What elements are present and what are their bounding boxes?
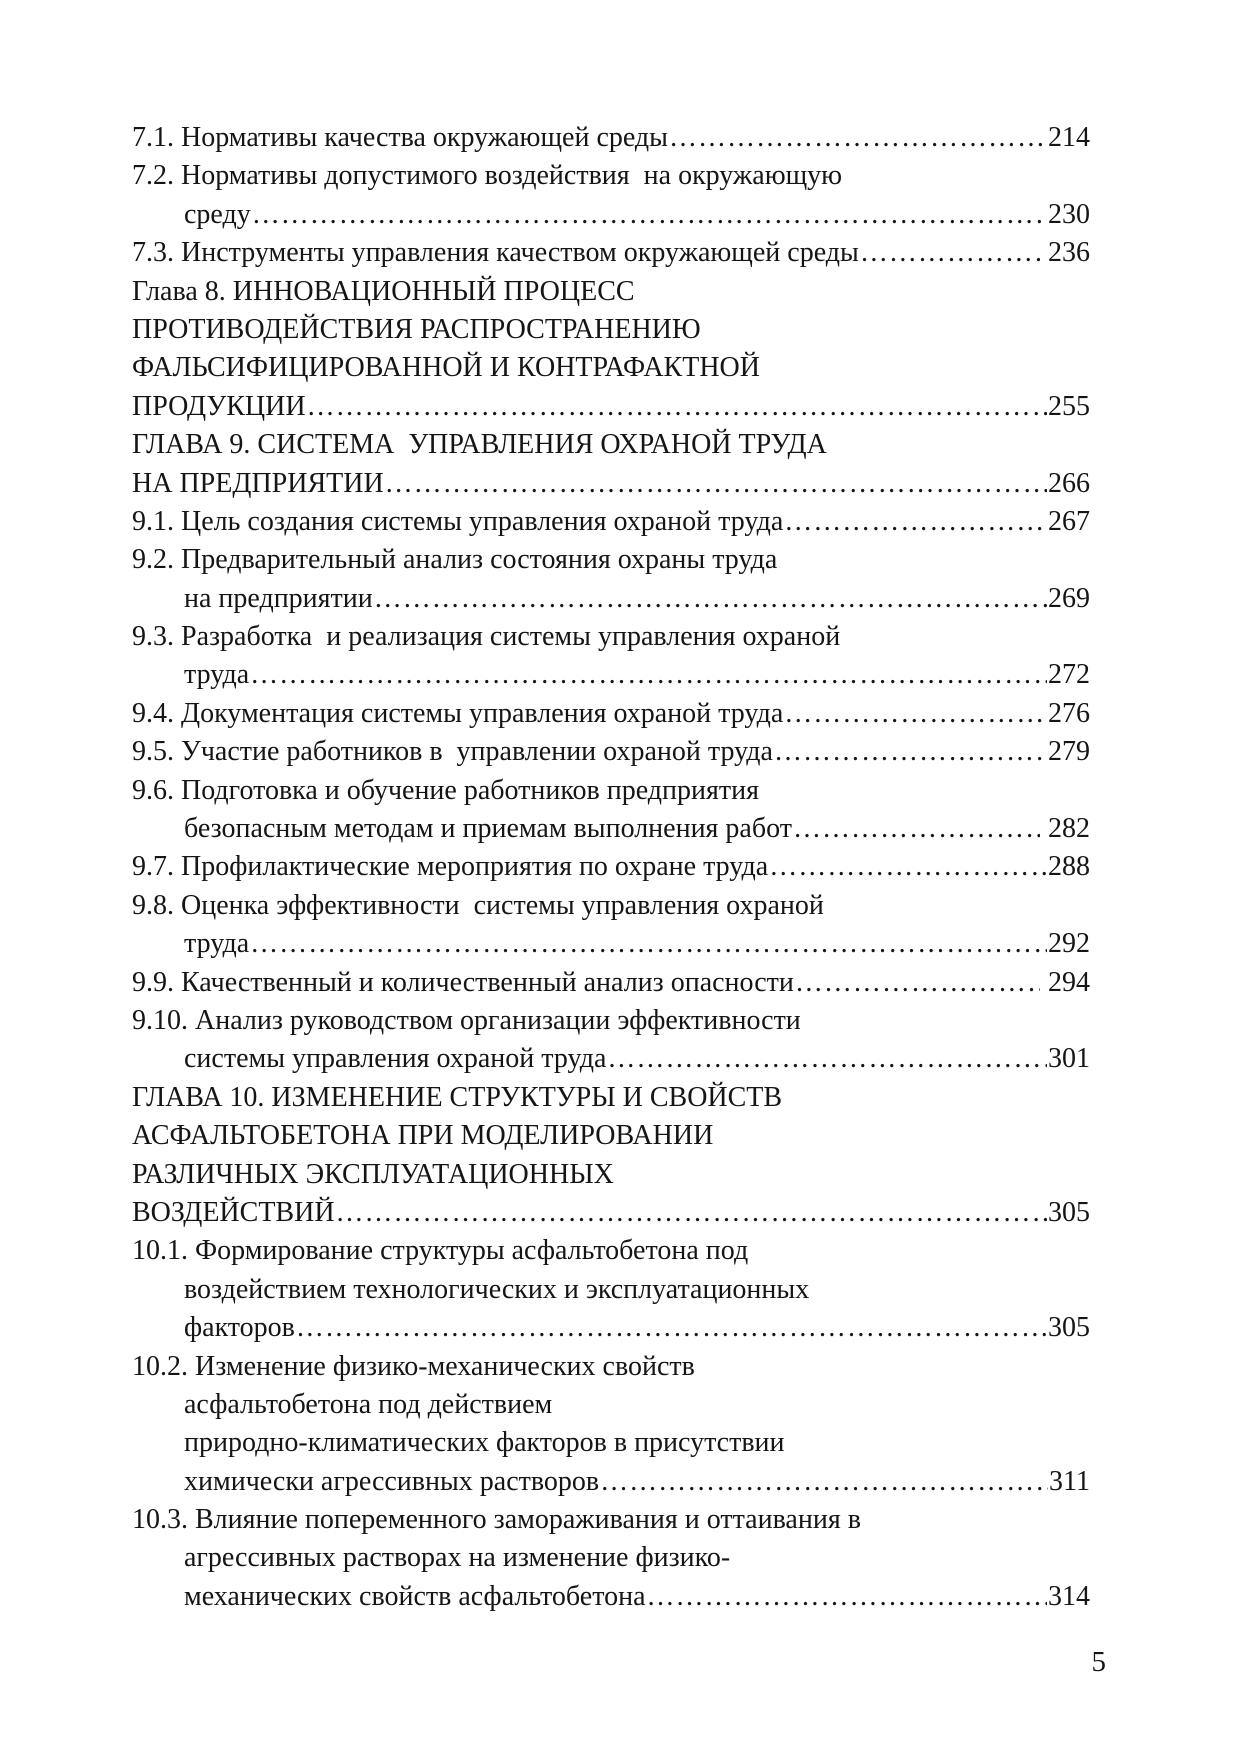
dot-leader — [669, 119, 1047, 157]
toc-line-text: агрессивных растворах на изменение физико- — [184, 1542, 731, 1574]
toc-page-number: 305 — [1048, 1312, 1090, 1344]
dot-leader — [252, 196, 1047, 234]
toc-line — [132, 733, 1090, 771]
toc-line-text: ГЛАВА 10. ИЗМЕНЕНИЕ СТРУКТУРЫ И СВОЙСТВ — [132, 1081, 783, 1113]
dot-leader — [795, 964, 1040, 1002]
toc-page-number: 269 — [1048, 582, 1090, 614]
toc-line-text: 9.2. Предварительный анализ состояния охраны труда — [132, 544, 778, 576]
toc-line — [132, 695, 1090, 733]
table-of-contents — [132, 119, 1090, 1616]
toc-line — [132, 1271, 1090, 1309]
toc-line — [132, 1463, 1090, 1501]
toc-line — [132, 1079, 1090, 1117]
toc-line — [132, 1232, 1090, 1270]
toc-line-text: АСФАЛЬТОБЕТОНА ПРИ МОДЕЛИРОВАНИИ — [132, 1120, 714, 1152]
toc-line-text: 10.1. Формирование структуры асфальтобетона под — [132, 1235, 749, 1267]
toc-page-number: 305 — [1048, 1196, 1090, 1228]
toc-line-text: на предприятии — [184, 582, 373, 614]
toc-page-number: 236 — [1041, 237, 1090, 269]
toc-page-number: 311 — [1049, 1465, 1090, 1497]
toc-line-text: 9.7. Профилактические мероприятия по охране труда — [132, 851, 769, 883]
toc-line-text: системы управления охраной труда — [184, 1043, 607, 1075]
toc-line-text: ПРОТИВОДЕЙСТВИЯ РАСПРОСТРАНЕНИЮ — [132, 313, 701, 345]
toc-line — [132, 311, 1090, 349]
toc-line — [132, 196, 1090, 234]
toc-line — [132, 1117, 1090, 1155]
toc-line-text: 9.8. Оценка эффективности системы управления охраной — [132, 889, 824, 921]
toc-line-text: 9.1. Цель создания системы управления охраной труда — [132, 505, 784, 537]
toc-line — [132, 1539, 1090, 1577]
toc-line — [132, 887, 1090, 925]
dot-leader — [769, 848, 1047, 886]
toc-page-number: 279 — [1048, 736, 1090, 768]
toc-page-number: 266 — [1048, 467, 1090, 499]
toc-page-number: 272 — [1048, 659, 1090, 691]
toc-line — [132, 1194, 1090, 1232]
toc-line-text: 9.3. Разработка и реализация системы управления охраной — [132, 621, 841, 653]
toc-line — [132, 119, 1090, 157]
toc-line-text: химически агрессивных растворов — [184, 1465, 600, 1497]
dot-leader — [607, 1040, 1047, 1078]
toc-line-text: НА ПРЕДПРИЯТИИ — [132, 467, 384, 499]
toc-line-text: труда — [184, 659, 250, 691]
toc-page-number: 267 — [1048, 505, 1090, 537]
toc-line-text: механических свойств асфальтобетона — [184, 1580, 646, 1612]
toc-line-text: 9.4. Документация системы управления охраной труда — [132, 697, 784, 729]
toc-page-number: 282 — [1041, 813, 1090, 845]
toc-line-text: ВОЗДЕЙСТВИЙ — [132, 1196, 335, 1228]
dot-leader — [647, 1578, 1048, 1616]
toc-page-number: 255 — [1048, 390, 1090, 422]
dot-leader — [860, 234, 1040, 272]
dot-leader — [250, 925, 1047, 963]
toc-line — [132, 503, 1090, 541]
toc-line — [132, 1424, 1090, 1462]
toc-page-number: 230 — [1048, 198, 1090, 230]
toc-page-number: 214 — [1048, 122, 1090, 153]
toc-line — [132, 618, 1090, 656]
toc-line — [132, 925, 1090, 963]
toc-line-text: Глава 8. ИННОВАЦИОННЫЙ ПРОЦЕСС — [132, 275, 635, 307]
toc-line-text: 9.6. Подготовка и обучение работников предприятия — [132, 774, 759, 806]
toc-line-text: природно-климатических факторов в присутствии — [184, 1427, 785, 1459]
toc-line — [132, 349, 1090, 387]
dot-leader — [774, 733, 1047, 771]
toc-line — [132, 964, 1090, 1002]
toc-line-text: воздействием технологических и эксплуатационных — [184, 1273, 810, 1305]
toc-line-text: ПРОДУКЦИИ — [132, 390, 306, 422]
toc-line-text: 10.3. Влияние попеременного замораживания и оттаивания в — [132, 1504, 861, 1536]
toc-line — [132, 580, 1090, 618]
toc-line — [132, 234, 1090, 272]
dot-leader — [307, 388, 1047, 426]
toc-line-text: факторов — [184, 1312, 295, 1344]
toc-line-text: ГЛАВА 9. СИСТЕМА УПРАВЛЕНИЯ ОХРАНОЙ ТРУДА — [132, 429, 827, 461]
toc-line-text: 7.2. Нормативы допустимого воздействия на окружающую — [132, 160, 843, 192]
dot-leader — [784, 503, 1047, 541]
dot-leader — [385, 465, 1047, 503]
toc-page-number: 294 — [1041, 966, 1090, 998]
toc-line — [132, 848, 1090, 886]
toc-line-text: среду — [184, 198, 251, 230]
toc-line-text: безопасным методам и приемам выполнения работ — [184, 813, 792, 845]
toc-line — [132, 1040, 1090, 1078]
toc-line — [132, 1156, 1090, 1194]
dot-leader — [374, 580, 1047, 618]
toc-line — [132, 1386, 1090, 1424]
toc-page-number: 301 — [1048, 1043, 1090, 1075]
toc-line-text: асфальтобетона под действием — [184, 1388, 553, 1420]
toc-line — [132, 1309, 1090, 1347]
toc-line — [132, 1578, 1090, 1616]
toc-page-number: 314 — [1048, 1580, 1090, 1612]
dot-leader — [296, 1309, 1047, 1347]
dot-leader — [784, 695, 1047, 733]
toc-line-text: 9.10. Анализ руководством организации эффективности — [132, 1004, 801, 1036]
toc-line — [132, 1501, 1090, 1539]
toc-line — [132, 465, 1090, 503]
toc-line-text: 9.9. Качественный и количественный анализ опасности — [132, 966, 794, 998]
toc-line-text: труда — [184, 928, 250, 960]
dot-leader — [336, 1194, 1047, 1232]
toc-line-text: 10.2. Изменение физико-механических свойств — [132, 1350, 695, 1382]
toc-line-text: 7.1. Нормативы качества окружающей среды — [132, 122, 668, 153]
toc-page-number: 292 — [1048, 928, 1090, 960]
toc-line — [132, 1002, 1090, 1040]
toc-line — [132, 656, 1090, 694]
page-number: 5 — [1091, 1646, 1106, 1678]
toc-line — [132, 157, 1090, 195]
toc-line — [132, 810, 1090, 848]
toc-line-text: РАЗЛИЧНЫХ ЭКСПЛУАТАЦИОННЫХ — [132, 1158, 614, 1190]
dot-leader — [250, 656, 1047, 694]
toc-line — [132, 772, 1090, 810]
toc-page-number: 288 — [1048, 851, 1090, 883]
toc-line — [132, 388, 1090, 426]
toc-line — [132, 541, 1090, 579]
toc-line — [132, 426, 1090, 464]
toc-line — [132, 1348, 1090, 1386]
toc-line-text: ФАЛЬСИФИЦИРОВАННОЙ И КОНТРАФАКТНОЙ — [132, 352, 760, 384]
dot-leader — [600, 1463, 1048, 1501]
dot-leader — [793, 810, 1040, 848]
toc-page-number: 276 — [1048, 697, 1090, 729]
toc-line — [132, 273, 1090, 311]
toc-line-text: 9.5. Участие работников в управлении охраной труда — [132, 736, 773, 768]
toc-line-text: 7.3. Инструменты управления качеством окружающей среды — [132, 237, 859, 269]
